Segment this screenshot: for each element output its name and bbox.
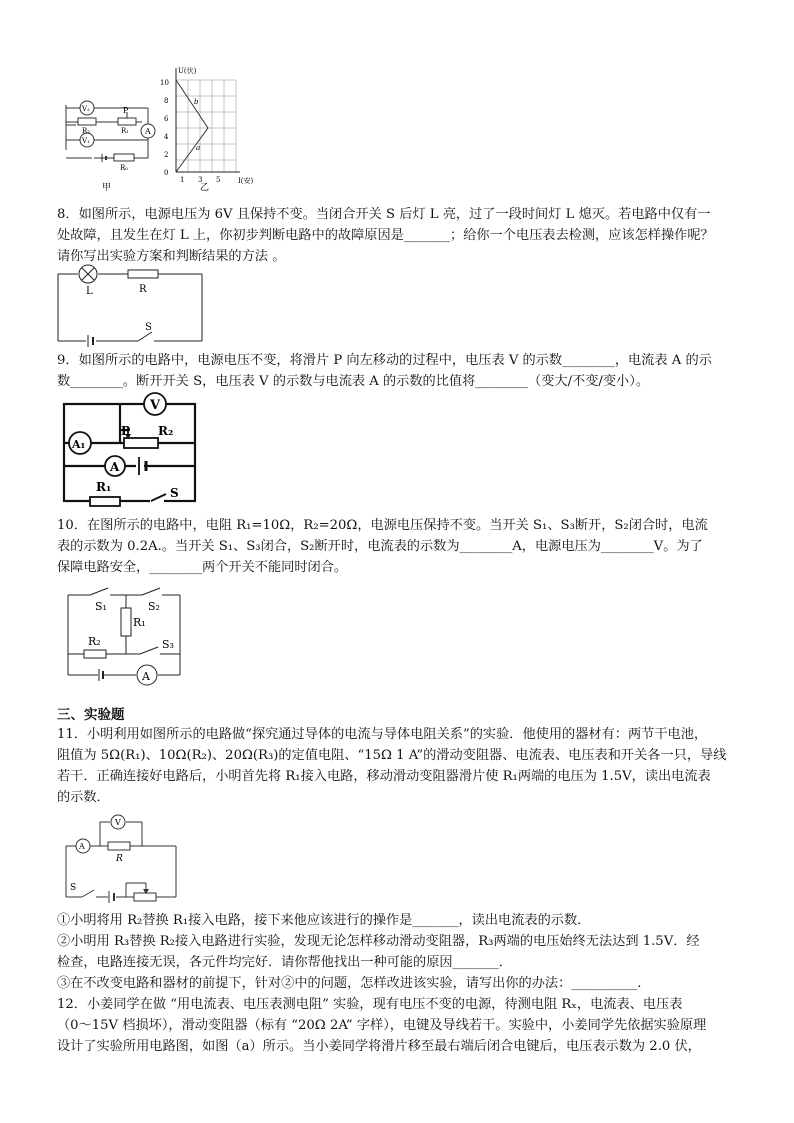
- q11-sub-question: ③在不改变电路和器材的前提下，针对②中的问题，怎样改进该实验，请写出你的办法：__________.: [57, 976, 642, 991]
- q7-circuit-p-label: P: [123, 106, 129, 115]
- q7-graph-ytick: 4: [164, 133, 169, 141]
- q8-lamp-label: L: [86, 286, 93, 297]
- q10-r2-label: R₂: [88, 635, 101, 648]
- q9-switch-label: S: [170, 486, 179, 500]
- q8-question-line: 请你写出实验方案和判断结果的方法 。: [57, 249, 286, 264]
- q7-graph-line-a-label: a: [196, 144, 201, 152]
- q7-graph-xtick: 3: [198, 176, 203, 184]
- q12-question-line: （0～15V 档损坏），滑动变阻器（标有 “20Ω 2A” 字样），电键及导线若干。实验中，小姜同学先依据实验原理: [57, 1018, 707, 1033]
- q9-ammeter-a-label: A: [110, 460, 120, 474]
- q7-circuit-r0-label: R₀: [120, 164, 129, 172]
- q11-resistor-label: R: [116, 854, 123, 864]
- q11-question-line: 若干．正确连接好电路后，小明首先将 R₁接入电路，移动滑动变阻器滑片使 R₁两端的电压为 1.5V，读出电流表: [57, 769, 711, 784]
- q7-circuit-v2-label: V₂: [82, 105, 90, 113]
- q9-ammeter-a1-label: A₁: [72, 438, 86, 451]
- q11-switch-label: S: [70, 883, 77, 893]
- q10-question-line: 表的示数为 0.2A.。当开关 S₁、S₃闭合，S₂断开时，电流表的示数为________A，电源电压为________V。为了: [57, 539, 703, 554]
- q10-question-line: 保障电路安全，________两个开关不能同时闭合。: [57, 560, 348, 575]
- q10-s1-label: S₁: [95, 600, 107, 613]
- q7-graph-xtick: 5: [216, 176, 221, 184]
- q7-graph-line-b-label: b: [194, 98, 199, 106]
- q8-question-line: 8．如图所示，电源电压为 6V 且保持不变。当闭合开关 S 后灯 L 亮，过了一段时间灯 L 熄灭。若电路中仅有一: [57, 207, 711, 222]
- q7-circuit-v1-label: V₁: [82, 137, 90, 145]
- q10-ammeter-label: A: [142, 670, 150, 683]
- q8-switch-label: S: [145, 322, 152, 333]
- q10-question-line: 10．在图所示的电路中，电阻 R₁=10Ω，R₂=20Ω，电源电压保持不变。当开关 S₁、S₃断开，S₂闭合时，电流: [57, 518, 708, 533]
- q7-graph-ylabel: U(伏): [178, 67, 197, 75]
- q7-circuit-r2-label: R₂: [82, 127, 91, 135]
- q11-question-line: 阻值为 5Ω(R₁)、10Ω(R₂)、20Ω(R₃)的定值电阻、“15Ω 1 A”的滑动变阻器、电流表、电压表和开关各一只，导线: [57, 748, 727, 763]
- q11-sub-question: 检查，电路连接无误，各元件均完好．请你帮他找出一种可能的原因_______．: [57, 955, 512, 970]
- q7-graph-ytick: 6: [164, 115, 169, 123]
- q12-question-line: 12．小姜同学在做 “用电流表、电压表测电阻” 实验，现有电压不变的电源，待测电阻 Rₓ，电流表、电压表: [57, 997, 683, 1012]
- q11-sub-question: ①小明将用 R₂替换 R₁接入电路，接下来他应该进行的操作是_______，读出电流表的示数．: [57, 913, 591, 928]
- q9-voltmeter-label: V: [150, 398, 161, 413]
- q12-question-line: 设计了实验所用电路图，如图（a）所示。当小姜同学将滑片移至最右端后闭合电键后，电压表示数为 2.0 伏，: [57, 1039, 701, 1054]
- q11-voltmeter-label: V: [115, 818, 121, 827]
- q11-question-line: 的示数．: [57, 790, 110, 805]
- q8-resistor-label: R: [139, 284, 147, 295]
- q7-graph-xlabel: I(安): [238, 177, 254, 185]
- q7-circuit-r1-label: R₁: [121, 127, 130, 135]
- q9-slider-p-label: P: [121, 424, 131, 438]
- q9-question-line: 数________。断开开关 S，电压表 V 的示数与电流表 A 的示数的比值将________（变大/不变/变小）。: [57, 374, 650, 389]
- q7-graph-xtick: 1: [180, 176, 185, 184]
- q8-question-line: 处故障，且发生在灯 L 上，你初步判断电路中的故障原因是_______；给你一个电压表去检测，应该怎样操作呢？: [57, 228, 714, 243]
- q7-graph-ytick: 0: [164, 169, 169, 177]
- q11-sub-question: ②小明用 R₃替换 R₂接入电路进行实验，发现无论怎样移动滑动变阻器，R₃两端的电压始终无法达到 1.5V．经: [57, 934, 700, 949]
- q9-r2-label: R₂: [158, 424, 174, 438]
- q10-s2-label: S₂: [148, 600, 160, 613]
- q7-graph-ytick: 2: [164, 151, 169, 159]
- q9-question-line: 9．如图所示的电路中，电源电压不变，将滑片 P 向左移动的过程中，电压表 V 的示数________，电流表 A 的示: [57, 353, 712, 368]
- q11-ammeter-label: A: [79, 842, 85, 851]
- q9-r1-label: R₁: [96, 480, 112, 494]
- q11-question-line: 11．小明利用如图所示的电路做“探究通过导体的电流与导体电阻关系”的实验．他使用的器材有：两节干电池，: [57, 727, 708, 742]
- q10-r1-label: R₁: [133, 616, 146, 629]
- q10-s3-label: S₃: [162, 638, 174, 651]
- section-heading: 三、实验题: [57, 707, 125, 723]
- q7-graph-ytick: 10: [160, 79, 169, 87]
- q7-figure-label-yi: 乙: [200, 183, 210, 193]
- q7-circuit-a-label: A: [145, 127, 151, 136]
- q7-figure-label-jia: 甲: [102, 183, 112, 193]
- q7-graph-ytick: 8: [164, 97, 169, 105]
